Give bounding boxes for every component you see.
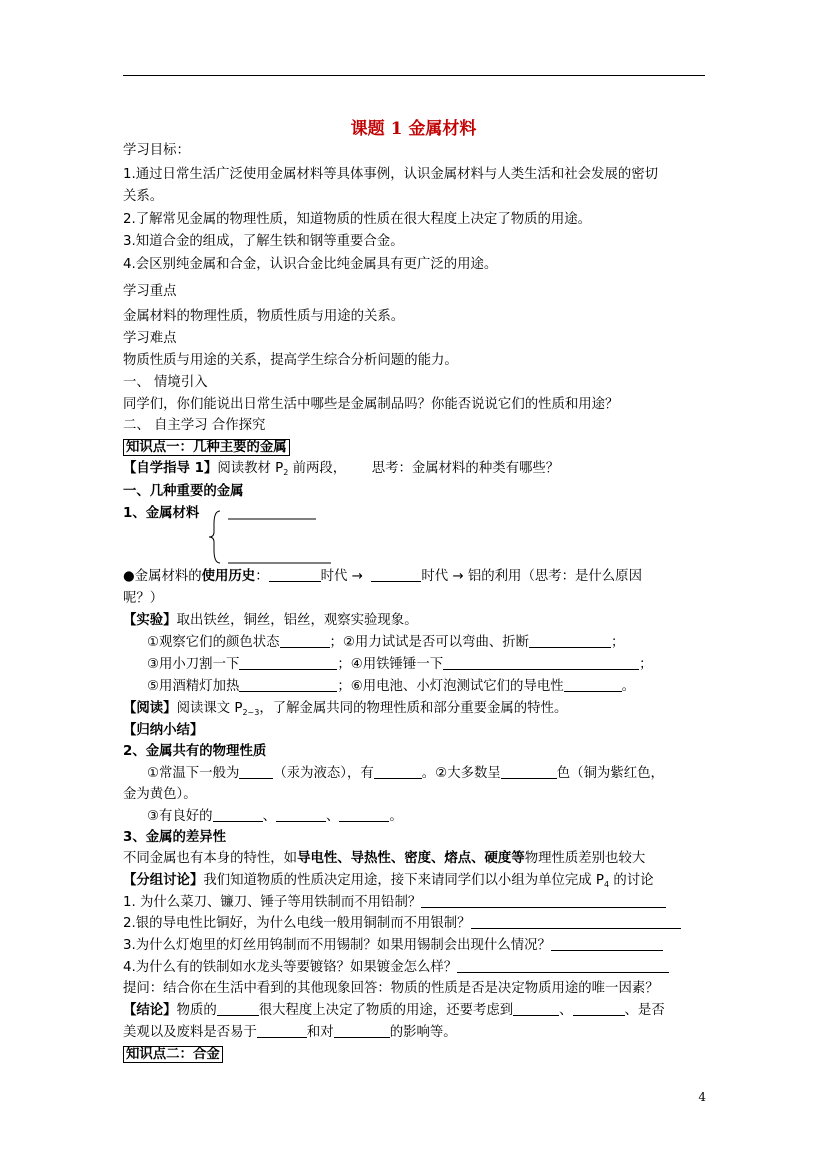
brace-blanks [206, 506, 336, 568]
experiment-row-3: ⑤用酒精灯加热 ；⑥用电池、小灯泡测试它们的导电性 。 [147, 679, 636, 694]
section1-text: 同学们，你们能说出日常生活中哪些是金属制品吗？你能否说说它们的性质和用途？ [123, 397, 619, 412]
summary-tag: 【归纳小结】 [123, 723, 204, 738]
goal-1-cont: 关系。 [123, 189, 164, 204]
focus-heading: 学习重点 [123, 284, 177, 299]
goals-heading: 学习目标： [123, 143, 190, 158]
goal-1: 1.通过日常生活广泛使用金属材料等具体事例，认识金属材料与人类生活和社会发展的密切 [123, 167, 659, 182]
difficulty-text: 物质性质与用途的关系，提高学生综合分析问题的能力。 [123, 353, 458, 368]
experiment-row-1: ①观察它们的颜色状态 ；②用力试试是否可以弯曲、折断 ； [147, 635, 625, 650]
reading-line: 【阅读】阅读课文 $P_{2\sim 3}$，了解金属共同的物理性质和部分重要金属的特性。 [123, 701, 568, 717]
heading-metal-materials: 1、金属材料 [123, 506, 200, 521]
knowledge-point-1: 知识点一：几种主要的金属 [123, 439, 290, 456]
goal-2: 2.了解常见金属的物理性质，知道物质的性质在很大程度上决定了物质的用途。 [123, 212, 592, 227]
heading-common-properties: 2、金属共有的物理性质 [123, 744, 267, 759]
heading-differences: 3、金属的差异性 [123, 830, 227, 845]
knowledge-point-2: 知识点二：合金 [123, 1046, 223, 1063]
focus-text: 金属材料的物理性质，物质性质与用途的关系。 [123, 309, 405, 324]
section2-heading: 二、 自主学习 合作探究 [123, 418, 266, 433]
common-row-1-cont: 金为黄色）。 [123, 787, 197, 802]
common-row-1: ①常温下一般为 （汞为液态），有 。②大多数呈 色（铜为紫红色， [147, 766, 664, 781]
goal-4: 4.会区别纯金属和合金，认识合金比纯金属具有更广泛的用途。 [123, 257, 498, 272]
history-line: ●金属材料的使用历史： 时代 → 时代 → 铝的利用（思考：是什么原因 [123, 569, 642, 584]
experiment-row-2: ③用小刀割一下 ；④用铁锤锤一下 ； [147, 657, 653, 672]
prompt-text: 提问：结合你在生活中看到的其他现象回答：物质的性质是否是决定物质用途的唯一因素？ [123, 981, 659, 996]
question-1: 1. 为什么菜刀、镰刀、锤子等用铁制而不用铅制？ [123, 894, 666, 912]
section1-heading: 一、 情境引入 [123, 375, 208, 390]
guide-1: 【自学指导 1】阅读教材 $P_2$ 前两段， 思考：金属材料的种类有哪些？ [123, 461, 560, 477]
conclusion-cont: 美观以及废料是否易于 和对 的影响等。 [123, 1025, 457, 1040]
heading-important-metals: 一、几种重要的金属 [123, 484, 244, 499]
experiment-intro: 【实验】取出铁丝，铜丝，铝丝，观察实验现象。 [123, 613, 418, 628]
goal-3: 3.知道合金的组成，了解生铁和钢等重要合金。 [123, 234, 404, 249]
question-2: 2.银的导电性比铜好，为什么电线一般用铜制而不用银制？ [123, 915, 681, 933]
common-row-2: ③有良好的 、 、 。 [147, 809, 403, 824]
discussion-line: 【分组讨论】我们知道物质的性质决定用途，接下来请同学们以小组为单位完成 $P_4$ 的讨论 [123, 873, 654, 889]
question-3: 3.为什么灯炮里的灯丝用钨制而不用锡制？如果用锡制会出现什么情况？ [123, 937, 663, 955]
differences-text: 不同金属也有本身的特性，如导电性、导热性、密度、熔点、硬度等物理性质差别也较大 [123, 851, 646, 866]
history-cont: 呢？） [123, 591, 164, 606]
header-rule [123, 75, 705, 76]
page-number: 4 [698, 1090, 706, 1104]
question-4: 4.为什么有的铁制如水龙头等要镀铬？如果镀金怎么样？ [123, 959, 669, 977]
page-title: 课题 1 金属材料 [350, 119, 477, 139]
difficulty-heading: 学习难点 [123, 331, 177, 346]
conclusion-line: 【结论】物质的 很大程度上决定了物质的用途，还要考虑到 、 、是否 [123, 1003, 665, 1018]
